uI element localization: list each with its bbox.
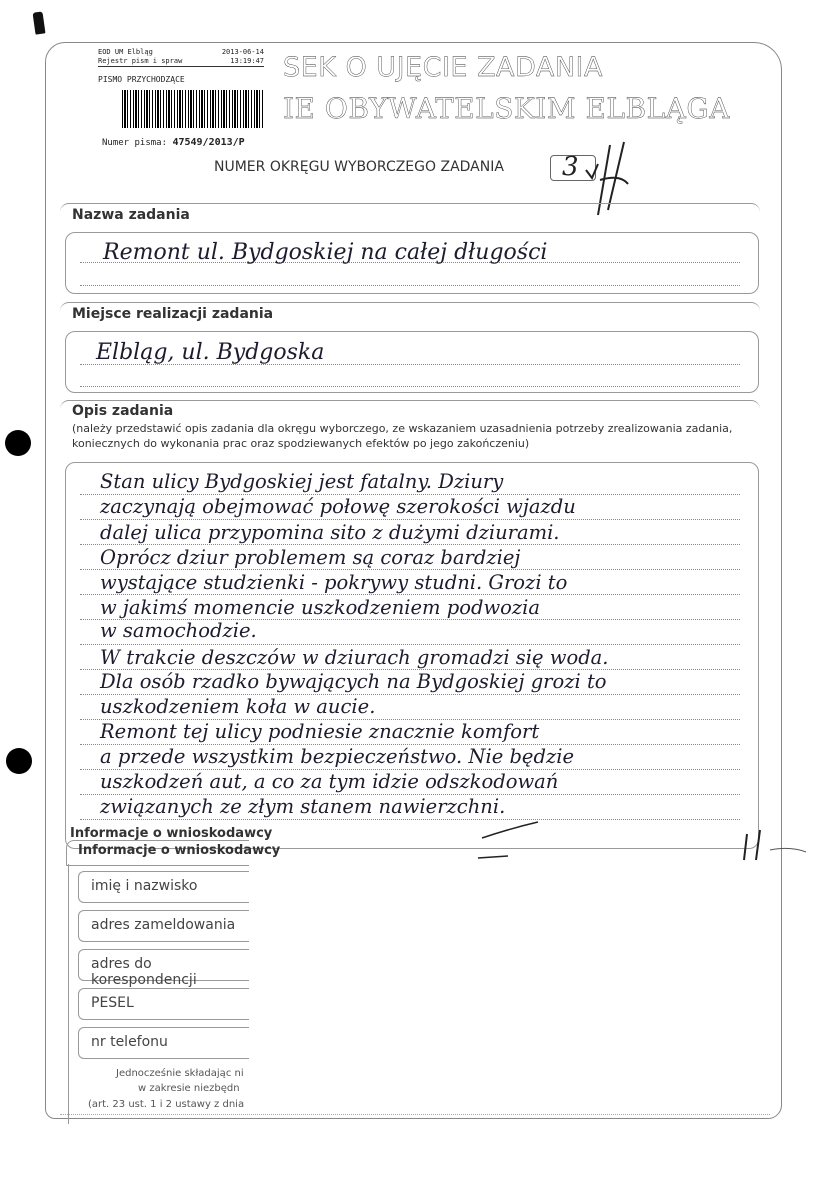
punch-hole: [5, 430, 31, 456]
field-label: nr telefonu: [91, 1034, 168, 1050]
opis-line: w samochodzie.: [100, 619, 257, 642]
field-adres-zameldowania[interactable]: [78, 910, 249, 942]
stamp-date: 2013-06-14: [221, 48, 264, 56]
fine-print-line: (art. 23 ust. 1 i 2 ustawy z dnia: [88, 1099, 245, 1110]
opis-line: uszkodzeniem koła w aucie.: [100, 695, 376, 718]
field-label: PESEL: [91, 995, 134, 1011]
opis-line: W trakcie deszczów w dziurach gromadzi się woda.: [100, 646, 609, 669]
stamp-number-label: Numer pisma:: [102, 138, 168, 148]
section-label-opis: Opis zadania: [72, 403, 174, 419]
opis-note: (należy przedstawić opis zadania dla okręgu wyborczego, ze wskazaniem uzasadnienia potrzeby zrealizowania zadania, koniecznych do wykonania prac oraz spodziewanych efektów po jego zakończeniu): [72, 422, 733, 450]
dotted-line: [80, 769, 740, 770]
nazwa-value: Remont ul. Bydgoskiej na całej długości: [103, 240, 548, 265]
opis-line: związanych ze złym stanem nawierzchni.: [100, 795, 506, 818]
dotted-line: [80, 285, 740, 286]
opis-line: dalej ulica przypomina sito z dużymi dziurami.: [100, 521, 560, 544]
dotted-line: [80, 594, 740, 595]
section-label-wnioskodawca: Informacje o wnioskodawcy: [70, 826, 273, 841]
district-label: NUMER OKRĘGU WYBORCZEGO ZADANIA: [214, 159, 504, 175]
opis-line: Stan ulicy Bydgoskiej jest fatalny. Dziury: [100, 470, 504, 493]
dotted-line: [80, 519, 740, 520]
section-label-miejsce: Miejsce realizacji zadania: [72, 306, 274, 322]
dotted-line: [80, 719, 740, 720]
field-label: adres zameldowania: [91, 917, 236, 933]
section-label-nazwa: Nazwa zadania: [72, 207, 190, 223]
opis-line: a przede wszystkim bezpieczeństwo. Nie będzie: [100, 745, 575, 768]
stamp-number: [102, 137, 245, 148]
dotted-line: [80, 744, 740, 745]
stamp-number-value: 47549/2013/P: [172, 137, 245, 148]
dotted-line: [80, 544, 740, 545]
dotted-line: [80, 794, 740, 795]
field-telefon[interactable]: [78, 1027, 249, 1059]
stamp-time: 13:19:47: [230, 57, 264, 65]
dotted-line: [80, 694, 740, 695]
dotted-line: [80, 386, 740, 387]
opis-line: wystające studzienki - pokrywy studni. Grozi to: [100, 571, 568, 594]
field-adres-korespondencji[interactable]: [78, 949, 249, 988]
dotted-line: [80, 644, 740, 645]
corner-mark: [33, 11, 46, 34]
form-title-line1: SEK O UJĘCIE ZADANIA: [283, 52, 603, 83]
form-title-line2: IE OBYWATELSKIM ELBLĄGA: [283, 92, 730, 125]
opis-line: Remont tej ulicy podniesie znacznie komfort: [100, 720, 540, 743]
field-label: imię i nazwisko: [91, 878, 198, 894]
field-pesel[interactable]: [78, 988, 249, 1020]
fine-print-line: Jednocześnie składając ni: [116, 1068, 244, 1079]
opis-line: w jakimś momencie uszkodzeniem podwozia: [100, 596, 541, 619]
opis-line: zaczynają obejmować połowę szerokości wjazdu: [100, 495, 576, 518]
stamp-barcode: [122, 90, 264, 128]
opis-line: Dla osób rzadko bywających na Bydgoskiej grozi to: [100, 670, 607, 693]
stamp-office: EOD UM Elbląg: [98, 48, 153, 56]
stamp-register: Rejestr pism i spraw: [98, 57, 183, 65]
scan-artifact-marks: [470, 820, 810, 920]
dotted-line: [80, 569, 740, 570]
section-label-wnioskodawca-repeat: Informacje o wnioskodawcy: [78, 843, 281, 858]
punch-hole: [6, 748, 32, 774]
miejsce-value: Elbląg, ul. Bydgoska: [96, 340, 325, 365]
dotted-line: [80, 669, 740, 670]
bottom-edge-line: [60, 1114, 770, 1115]
district-value: 3: [562, 152, 579, 182]
dotted-line: [80, 494, 740, 495]
field-label: adres do korespondencji: [91, 956, 197, 988]
dotted-line: [80, 619, 740, 620]
fine-print-line: w zakresie niezbędn: [138, 1083, 240, 1094]
stamp-type: PISMO PRZYCHODZĄCE: [98, 75, 185, 84]
opis-line: uszkodzeń aut, a co za tym idzie odszkodowań: [100, 770, 559, 793]
opis-line: Oprócz dziur problemem są coraz bardziej: [100, 546, 521, 569]
field-imie-nazwisko[interactable]: [78, 871, 249, 903]
